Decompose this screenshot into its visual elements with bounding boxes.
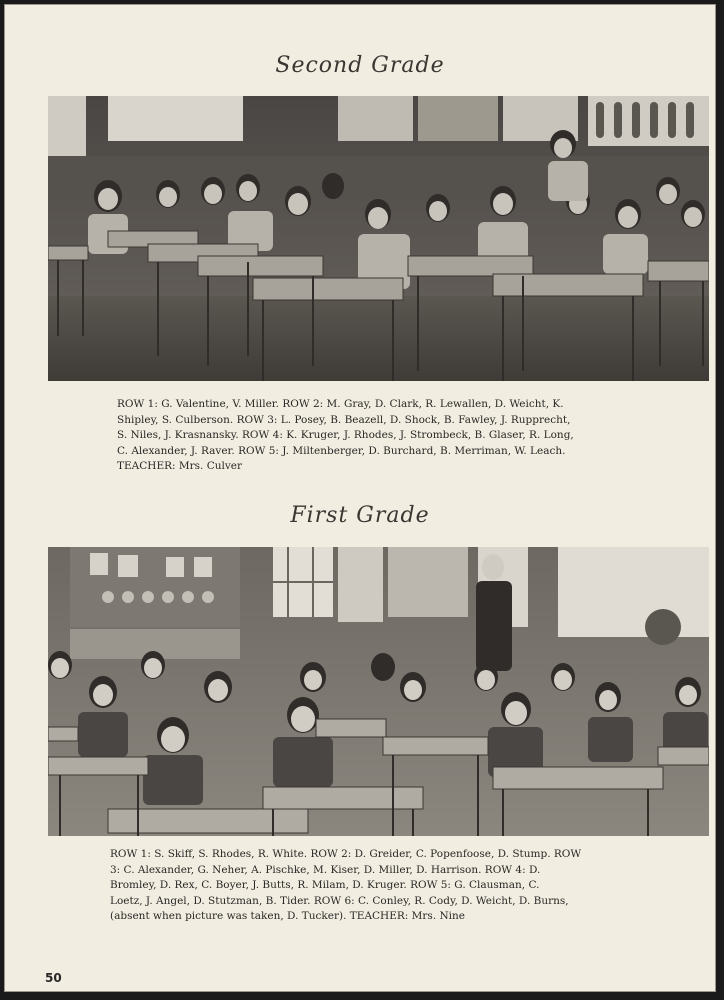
caption-line: Shipley, S. Culberson. ROW 3: L. Posey, B. Beazell, D. Shock, B. Fawley, J. Rupprecht, [117,413,571,426]
caption-line: ROW 1: S. Skiff, S. Rhodes, R. White. ROW 2: D. Greider, C. Popenfoose, D. Stump. ROW [110,848,582,860]
caption-line: S. Niles, J. Krasnansky. ROW 4: K. Kruger, J. Rhodes, J. Strombeck, B. Glaser, R. Long, [117,429,574,441]
photo-first-grade-image [48,547,709,836]
caption-second-grade [117,397,677,475]
caption-line: Loetz, J. Angel, D. Stutzman, B. Tider. ROW 6: C. Conley, R. Cody, D. Weicht, D. Burns, [110,894,569,907]
caption-line: ROW 1: G. Valentine, V. Miller. ROW 2: M. Gray, D. Clark, R. Lewallen, D. Weicht, K. [117,398,564,410]
caption-first-grade [110,847,680,925]
caption-line: Bromley, D. Rex, C. Boyer, J. Butts, R. Milam, D. Kruger. ROW 5: G. Clausman, C. [110,879,540,891]
page-number: 50 [45,971,62,985]
caption-line: TEACHER: Mrs. Culver [117,460,243,472]
class-photo-second-grade [48,96,709,381]
section-heading-first-grade: First Grade [290,503,430,528]
photo-second-grade-image [48,96,709,381]
section-heading-second-grade: Second Grade [275,53,445,78]
caption-line: (absent when picture was taken, D. Tucker). TEACHER: Mrs. Nine [110,910,466,922]
yearbook-page [4,4,716,992]
class-photo-first-grade [48,547,709,836]
caption-line: C. Alexander, J. Raver. ROW 5: J. Miltenberger, D. Burchard, B. Merriman, W. Leach. [117,444,566,457]
caption-line: 3: C. Alexander, G. Neher, A. Pischke, M. Kiser, D. Miller, D. Harrison. ROW 4: D. [110,863,541,876]
